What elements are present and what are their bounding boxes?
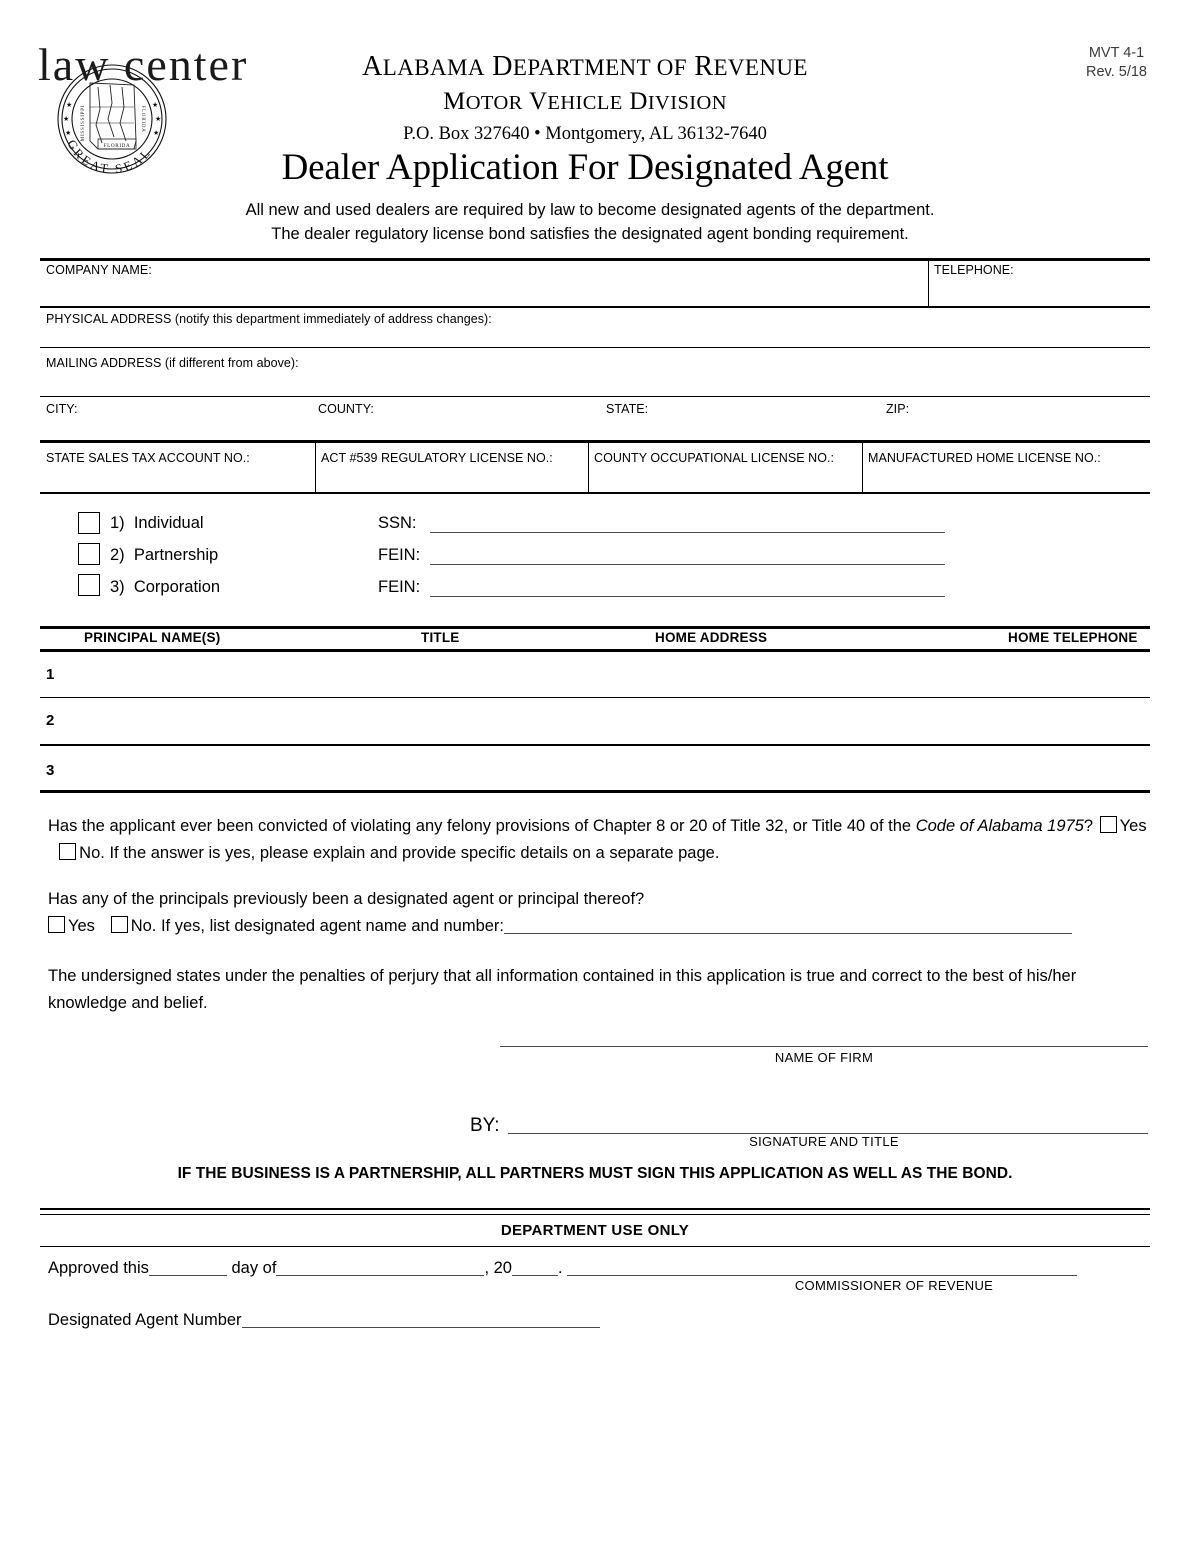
input-designated-agent-number[interactable] (242, 1312, 600, 1328)
designated-agent-number-line (48, 1308, 600, 1332)
svg-text:FLORIDA: FLORIDA (140, 105, 145, 133)
checkbox-felony-no[interactable] (59, 843, 76, 860)
approved-label-b: day of (231, 1259, 277, 1277)
svg-text:★: ★ (155, 115, 162, 123)
divider-mailing-bottom (40, 396, 1150, 397)
dept-use-rule-top-2 (40, 1214, 1150, 1215)
label-designated-agent-number: Designated Agent Number (48, 1311, 242, 1329)
label-mailing-address: MAILING ADDRESS (if different from above): (46, 356, 299, 370)
approved-label-c: , 20 (484, 1259, 512, 1277)
perjury-statement (48, 963, 1148, 1017)
column-header-home-address: HOME ADDRESS (655, 630, 768, 645)
input-approved-day[interactable] (149, 1260, 227, 1276)
input-ssn[interactable] (430, 532, 945, 533)
label-act-539-regulatory-license: ACT #539 REGULATORY LICENSE NO.: (321, 451, 553, 465)
approved-label-d: . (557, 1259, 563, 1277)
input-name-of-firm[interactable] (500, 1046, 1148, 1047)
label-ssn: SSN: (378, 514, 417, 532)
table-row-rule-1 (40, 697, 1150, 698)
label-physical-address: PHYSICAL ADDRESS (notify this department immediately of address changes): (46, 312, 492, 326)
agency-header (150, 50, 1020, 147)
svg-text:★: ★ (66, 101, 73, 109)
column-header-home-telephone: HOME TELEPHONE (1008, 630, 1138, 645)
column-header-principal-names: PRINCIPAL NAME(S) (84, 630, 221, 645)
input-approved-year[interactable] (512, 1260, 558, 1276)
label-city: CITY: (46, 402, 78, 416)
input-commissioner-signature[interactable] (567, 1260, 1077, 1276)
svg-text:MISSISSIPPI: MISSISSIPPI (81, 104, 86, 142)
label-by: BY: (470, 1115, 500, 1136)
label-telephone: TELEPHONE: (934, 263, 1014, 277)
question2-yes-label: Yes (68, 917, 95, 935)
department-use-heading: DEPARTMENT USE ONLY (500, 1222, 690, 1239)
question1-text: Has the applicant ever been convicted of violating any felony provisions of Chapter 8 or 20 of Title 32, or Title 40 of the (48, 817, 916, 835)
divider-company-bottom (40, 306, 1150, 308)
question2-no-label: No. (130, 917, 157, 935)
table-row-number-2: 2 (46, 712, 55, 729)
checkbox-corporation[interactable] (78, 574, 100, 596)
question1-yes-label: Yes (1119, 817, 1147, 835)
table-row-rule-2 (40, 744, 1150, 746)
question1-tail: If the answer is yes, please explain and provide specific details on a separate page. (109, 844, 720, 862)
page-title: Dealer Application For Designated Agent (281, 147, 889, 188)
svg-text:FLORIDA: FLORIDA (103, 143, 131, 149)
input-fein-corporation[interactable] (430, 596, 945, 597)
input-fein-partnership[interactable] (430, 564, 945, 565)
divider-license-bottom (40, 492, 1150, 494)
label-county-occupational-license: COUNTY OCCUPATIONAL LICENSE NO.: (594, 451, 835, 465)
question-previous-agent-text (48, 886, 1148, 913)
question-felony-conviction (48, 813, 1148, 867)
table-row-number-1: 1 (46, 666, 55, 683)
law-center-watermark: law center (38, 39, 249, 90)
label-company-name: COMPANY NAME: (46, 263, 152, 277)
label-fein-partnership: FEIN: (378, 546, 421, 564)
svg-text:★: ★ (153, 129, 160, 137)
dept-use-rule-bottom (40, 1246, 1150, 1247)
svg-text:★: ★ (65, 129, 72, 137)
checkbox-partnership[interactable] (78, 543, 100, 565)
question1-punct: ? (1083, 817, 1094, 835)
entity-label-individual: 1) Individual (110, 514, 204, 532)
entity-label-corporation: 3) Corporation (110, 578, 221, 596)
label-fein-corporation: FEIN: (378, 578, 421, 596)
divider-physical-bottom (40, 347, 1150, 348)
label-zip: ZIP: (886, 402, 910, 416)
question2-text: Has any of the principals previously been a designated agent or principal thereof? (48, 890, 645, 908)
label-county: COUNTY: (318, 402, 374, 416)
svg-text:★: ★ (63, 115, 70, 123)
checkbox-prev-agent-yes[interactable] (48, 916, 65, 933)
svg-text:★: ★ (152, 101, 159, 109)
agency-name-line: ALABAMA DEPARTMENT OF REVENUE (362, 51, 808, 82)
form-revision: Rev. 5/18 (1086, 64, 1147, 80)
approved-line (48, 1256, 1077, 1280)
entity-label-partnership: 2) Partnership (110, 546, 219, 564)
input-approved-month[interactable] (276, 1260, 484, 1276)
input-prev-agent-name-number[interactable] (504, 918, 1072, 934)
table-row-number-3: 3 (46, 762, 55, 779)
form-subtitle (140, 198, 1040, 246)
subtitle-line-1: All new and used dealers are required by law to become designated agents of the department. (245, 201, 935, 219)
agency-address: P.O. Box 327640 • Montgomery, AL 36132-7640 (403, 124, 767, 144)
perjury-line-1: The undersigned states under the penalties of perjury that all information contained in this application is true and correct to the best of his/her (48, 967, 1077, 985)
question-previous-agent-answers (48, 913, 1148, 940)
approved-label-a: Approved this (48, 1259, 149, 1277)
table-row-rule-3 (40, 790, 1150, 793)
subtitle-line-2: The dealer regulatory license bond satisfies the designated agent bonding requirement. (271, 225, 909, 243)
question1-citation: Code of Alabama 1975 (915, 817, 1084, 835)
svg-text:GREAT SEAL: GREAT SEAL (64, 137, 155, 175)
perjury-line-2: knowledge and belief. (48, 994, 208, 1012)
divider-telephone-vertical (928, 258, 929, 308)
dept-use-rule-top (40, 1208, 1150, 1210)
form-number-block (1086, 44, 1147, 82)
question2-tail: If yes, list designated agent name and number: (160, 917, 505, 935)
caption-commissioner-of-revenue: COMMISSIONER OF REVENUE (794, 1278, 994, 1293)
label-state-sales-tax-account: STATE SALES TAX ACCOUNT NO.: (46, 451, 250, 465)
divider-top (40, 258, 1150, 261)
divider-license-1 (315, 443, 316, 493)
form-number: MVT 4-1 (1088, 45, 1145, 61)
caption-name-of-firm: NAME OF FIRM (774, 1050, 874, 1065)
partnership-notice: IF THE BUSINESS IS A PARTNERSHIP, ALL PARTNERS MUST SIGN THIS APPLICATION AS WELL AS THE BOND. (177, 1165, 1013, 1182)
alabama-great-seal-icon (38, 63, 186, 175)
caption-signature-and-title: SIGNATURE AND TITLE (749, 1134, 899, 1149)
label-state: STATE: (606, 402, 649, 416)
principals-table-header-rule (40, 649, 1150, 652)
label-manufactured-home-license: MANUFACTURED HOME LICENSE NO.: (868, 451, 1101, 465)
principals-table-top-rule (40, 626, 1150, 629)
divider-license-2 (588, 443, 589, 493)
division-name-line: MOTOR VEHICLE DIVISION (443, 88, 727, 115)
checkbox-felony-yes[interactable] (1100, 816, 1117, 833)
question1-no-label: No. (79, 844, 105, 862)
divider-city-bottom (40, 440, 1150, 443)
column-header-title: TITLE (421, 630, 460, 645)
divider-license-3 (862, 443, 863, 493)
checkbox-prev-agent-no[interactable] (111, 916, 128, 933)
checkbox-individual[interactable] (78, 512, 100, 534)
